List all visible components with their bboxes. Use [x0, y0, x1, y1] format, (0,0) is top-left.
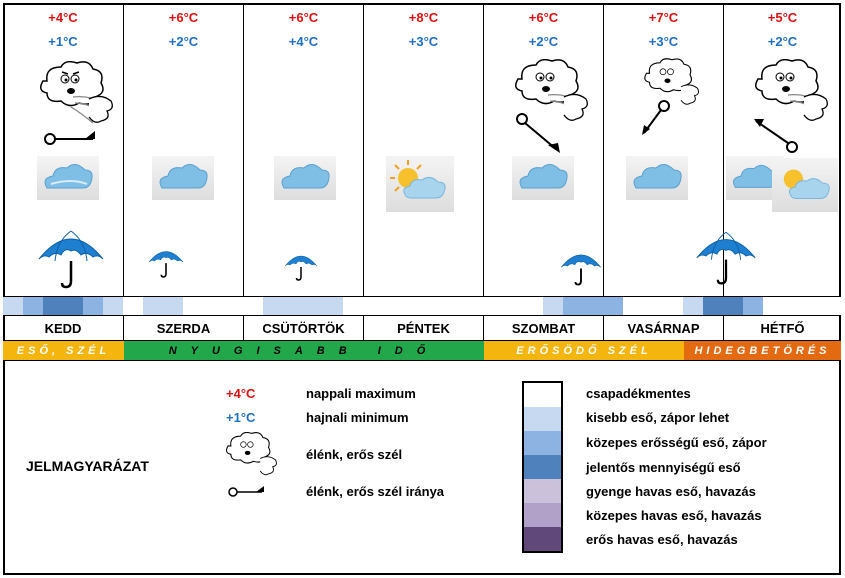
day-name: SZERDA — [124, 316, 244, 341]
wind-face-icon — [218, 432, 280, 478]
scale-label: csapadékmentes — [586, 386, 691, 401]
max-temp: +7°C — [648, 10, 679, 25]
scale-swatch — [524, 479, 561, 503]
precip-segment — [83, 297, 103, 315]
scale-swatch — [524, 527, 561, 551]
precip-segment — [3, 297, 23, 315]
umbrella-icon — [37, 225, 105, 289]
trend-nyugisabb-ido: NYUGISABB IDŐ — [124, 341, 484, 361]
day-column-szombat — [484, 3, 604, 296]
scale-swatch — [524, 407, 561, 431]
min-temp: +4°C — [288, 34, 319, 49]
scale-label: közepes erősségű eső, zápor — [586, 435, 767, 450]
min-temp: +2°C — [528, 34, 559, 49]
scale-swatch — [524, 383, 561, 407]
max-temp: +4°C — [48, 10, 78, 25]
sun-cloud-tile — [386, 156, 454, 212]
max-temp: +6°C — [288, 10, 319, 25]
scale-swatch — [524, 503, 561, 527]
max-temp: +8°C — [408, 10, 439, 25]
precip-segment — [263, 297, 343, 315]
precip-segment — [563, 297, 623, 315]
day-name: HÉTFŐ — [760, 321, 805, 336]
precipitation-strip — [3, 296, 841, 316]
scale-label: kisebb eső, zápor lehet — [586, 410, 730, 425]
legend-max-label: nappali maximum — [306, 386, 416, 401]
cloud-tile — [512, 156, 574, 200]
precip-segment — [143, 297, 183, 315]
scale-swatch — [524, 431, 561, 455]
precip-segment — [103, 297, 123, 315]
precip-scale — [522, 381, 563, 553]
partly-sunny-icon — [772, 158, 838, 212]
precip-segment — [703, 297, 743, 315]
min-temp: +3°C — [648, 34, 679, 49]
umbrella-icon — [695, 226, 757, 286]
trend-eso-szel: ESŐ, SZÉL — [3, 341, 124, 361]
precip-segment — [683, 297, 703, 315]
umbrella-icon — [148, 244, 184, 278]
cloud-tile — [37, 156, 99, 200]
scale-label: közepes havas eső, havazás — [586, 508, 762, 523]
max-temp: +6°C — [168, 10, 199, 25]
cloud-tile — [274, 156, 336, 200]
umbrella-icon — [284, 249, 318, 281]
cloud-tile — [152, 156, 214, 200]
min-temp: +1°C — [48, 34, 78, 49]
day-name: KEDD — [3, 316, 124, 341]
cloud-tile — [626, 156, 688, 200]
umbrella-icon — [560, 246, 602, 286]
scale-label: jelentős mennyiségű eső — [586, 460, 741, 475]
wind-direction-arrow-icon — [750, 115, 800, 155]
legend-min-example: +1°C — [226, 410, 256, 425]
wind-face-icon — [29, 61, 117, 127]
precip-segment — [543, 297, 563, 315]
cloud-icon — [274, 156, 336, 200]
day-names-row — [3, 316, 841, 341]
partly-sunny-icon — [386, 156, 454, 212]
legend-title: JELMAGYARÁZAT — [26, 458, 149, 474]
day-name: PÉNTEK — [364, 316, 484, 341]
day-column-csutortok — [244, 3, 364, 296]
wind-direction-arrow-icon — [228, 485, 266, 499]
day-column-pentek — [364, 3, 484, 296]
day-name: CSÜTÖRTÖK — [244, 316, 364, 341]
scale-swatch — [524, 455, 561, 479]
trend-hidegbetores: HIDEGBETÖRÉS — [684, 341, 841, 361]
scale-label: gyenge havas eső, havazás — [586, 484, 756, 499]
max-temp: +6°C — [528, 10, 559, 25]
sun-cloud-tile — [772, 158, 838, 212]
day-name: SZOMBAT — [484, 316, 604, 341]
cloud-icon — [626, 156, 688, 200]
legend-wind-dir-label: élénk, erős szél iránya — [306, 484, 445, 499]
precip-segment — [23, 297, 43, 315]
legend-min-label: hajnali minimum — [306, 410, 409, 425]
precip-segment — [743, 297, 763, 315]
trend-erosodo-szel: ERŐSÖDŐ SZÉL — [484, 341, 684, 361]
cloud-icon — [37, 156, 99, 200]
cloud-icon — [512, 156, 574, 200]
precip-segment — [43, 297, 83, 315]
legend-wind-label: élénk, erős szél — [306, 447, 403, 462]
min-temp: +2°C — [767, 34, 798, 49]
day-column-szerda — [124, 3, 244, 296]
scale-label: erős havas eső, havazás — [586, 532, 738, 547]
legend-max-example: +4°C — [226, 386, 256, 401]
cloud-icon — [152, 156, 214, 200]
day-name: VASÁRNAP — [604, 316, 724, 341]
max-temp: +5°C — [767, 10, 798, 25]
day-column-kedd — [3, 3, 124, 296]
wind-direction-arrow-icon — [514, 111, 564, 155]
min-temp: +2°C — [168, 34, 199, 49]
min-temp: +3°C — [408, 34, 439, 49]
wind-direction-arrow-icon — [43, 129, 99, 149]
wind-direction-arrow-icon — [638, 99, 672, 139]
